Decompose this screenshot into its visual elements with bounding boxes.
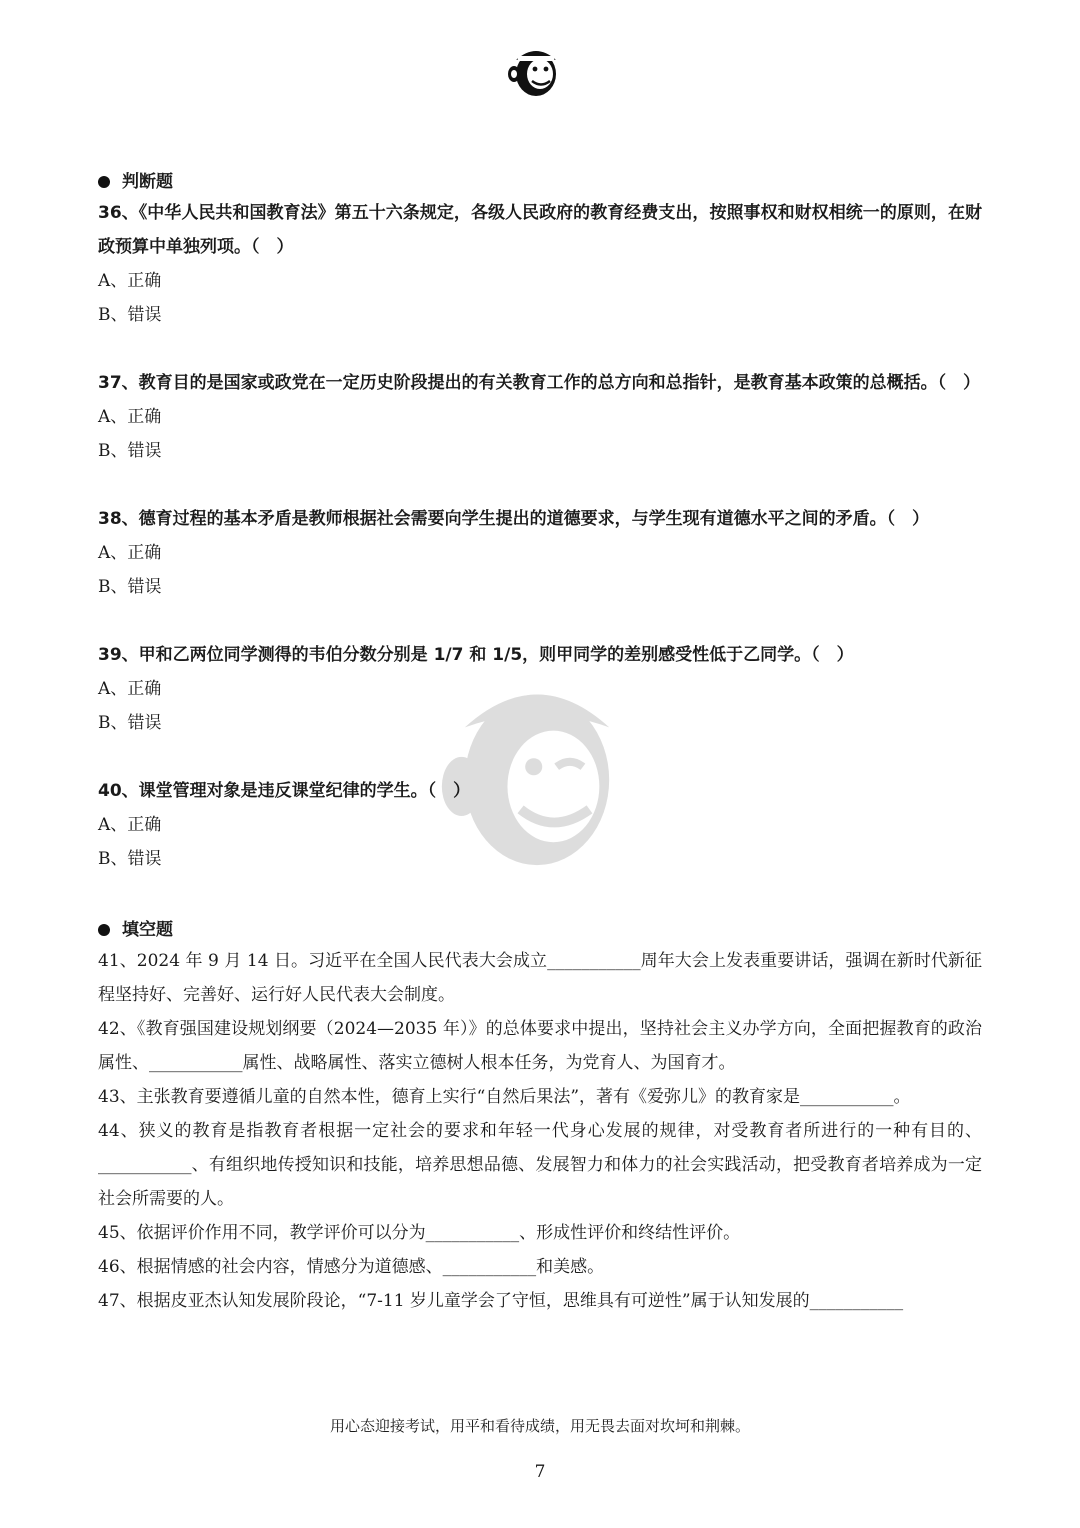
option-b[interactable]: B、错误: [98, 849, 162, 869]
option-b[interactable]: B、错误: [98, 577, 162, 597]
question-stem: 36、《中华人民共和国教育法》第五十六条规定，各级人民政府的教育经费支出，按照事权和财权相统一的原则，在财政预算中单独列项。（ ）: [98, 203, 982, 257]
question-stem: 38、德育过程的基本矛盾是教师根据社会需要向学生提出的道德要求，与学生现有道德水平之间的矛盾。（ ）: [98, 509, 930, 529]
monkey-mascot-icon: [504, 40, 568, 100]
question-38: [98, 502, 982, 604]
fill-question-47: 47、根据皮亚杰认知发展阶段论，“7-11 岁儿童学会了守恒，思维具有可逆性”属于认知发展的___________: [98, 1291, 904, 1311]
option-a[interactable]: A、正确: [98, 271, 162, 291]
section-title-fill-blank: 填空题: [98, 916, 982, 944]
fill-question-46: 46、根据情感的社会内容，情感分为道德感、___________和美感。: [98, 1257, 605, 1277]
option-a[interactable]: A、正确: [98, 679, 162, 699]
option-a[interactable]: A、正确: [98, 815, 162, 835]
option-b[interactable]: B、错误: [98, 713, 162, 733]
fill-question-41: 41、2024 年 9 月 14 日。习近平在全国人民代表大会成立___________周年大会上发表重要讲话，强调在新时代新征程坚持好、完善好、运行好人民代表大会制度。: [98, 951, 982, 1005]
question-stem: 40、课堂管理对象是违反课堂纪律的学生。（ ）: [98, 781, 471, 801]
fill-question-45: 45、依据评价作用不同，教学评价可以分为___________、形成性评价和终结性评价。: [98, 1223, 741, 1243]
fill-question-42: 42、《教育强国建设规划纲要（2024—2035 年）》的总体要求中提出，坚持社会主义办学方向，全面把握教育的政治属性、___________属性、战略属性、落实立德树人根本任务，为党育人、为国育才。: [98, 1019, 982, 1073]
section-title-judgment: 判断题: [98, 168, 982, 196]
question-stem: 39、甲和乙两位同学测得的韦伯分数分别是 1/7 和 1/5，则甲同学的差别感受性低于乙同学。（ ）: [98, 645, 854, 665]
question-stem: 37、教育目的是国家或政党在一定历史阶段提出的有关教育工作的总方向和总指针，是教育基本政策的总概括。（ ）: [98, 373, 981, 393]
question-37: [98, 366, 982, 468]
bullet-icon: [98, 176, 110, 188]
question-40: [98, 774, 982, 876]
question-39: [98, 638, 982, 740]
footer-motto: 用心态迎接考试，用平和看待成绩，用无畏去面对坎坷和荆棘。: [329, 1417, 750, 1435]
fill-question-44: 44、狭义的教育是指教育者根据一定社会的要求和年轻一代身心发展的规律，对受教育者所进行的一种有目的、___________、有组织地传授知识和技能，培养思想品德、发展智力和体力的社会实践活动，把受教育者培养成为一定社会所需要的人。: [98, 1121, 982, 1209]
fill-question-43: 43、主张教育要遵循儿童的自然本性，德育上实行“自然后果法”，著有《爱弥儿》的教育家是___________。: [98, 1087, 911, 1107]
page-number: 7: [534, 1462, 546, 1482]
option-a[interactable]: A、正确: [98, 543, 162, 563]
option-a[interactable]: A、正确: [98, 407, 162, 427]
option-b[interactable]: B、错误: [98, 441, 162, 461]
bullet-icon: [98, 924, 110, 936]
page-content: [98, 168, 982, 1318]
question-36: [98, 196, 982, 332]
option-b[interactable]: B、错误: [98, 305, 162, 325]
